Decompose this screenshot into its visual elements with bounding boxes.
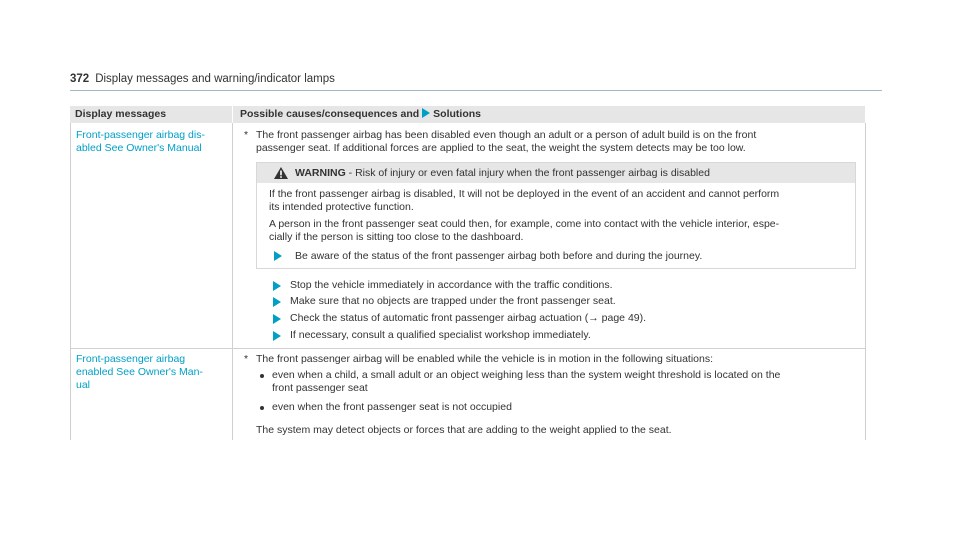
cause-line: passenger seat. If additional forces are applied to the seat, the weight the system detects may be too low. bbox=[256, 142, 746, 154]
message-line: abled See Owner's Manual bbox=[76, 142, 202, 154]
column-header-label: Possible causes/consequences and bbox=[240, 108, 420, 120]
page-section-title: Display messages and warning/indicator lamps bbox=[95, 73, 335, 85]
message-line: enabled See Owner's Man- bbox=[76, 366, 203, 378]
step-arrow-icon bbox=[273, 331, 281, 341]
message-line: Front-passenger airbag bbox=[76, 353, 186, 365]
warning-label: WARNING bbox=[295, 167, 346, 179]
page-number: 372 bbox=[70, 73, 90, 85]
warning-triangle-icon bbox=[274, 167, 288, 179]
column-header-label: Solutions bbox=[433, 108, 482, 120]
bullet-line: front passenger seat bbox=[272, 382, 368, 394]
warning-paragraph-2 bbox=[269, 218, 779, 244]
warning-line: If the front passenger airbag is disabled, It will not be deployed in the event of an accident and cannot perform bbox=[269, 188, 780, 200]
table-left-border bbox=[70, 123, 71, 440]
row-divider bbox=[70, 348, 866, 349]
column-divider bbox=[232, 123, 233, 440]
cause-line: The front passenger airbag has been disabled even though an adult or a person of adult build is on the front bbox=[256, 129, 757, 141]
warning-title bbox=[295, 167, 710, 179]
asterisk: * bbox=[244, 353, 249, 365]
step-arrow-icon bbox=[273, 297, 281, 307]
warning-line: A person in the front passenger seat could then, for example, come into contact with the vehicle interior, espe- bbox=[269, 218, 780, 230]
warning-line: cially if the person is sitting too close to the dashboard. bbox=[269, 231, 524, 243]
cause-text: The front passenger airbag will be enabled while the vehicle is in motion in the following situations: bbox=[256, 353, 714, 365]
step-text: Stop the vehicle immediately in accordance with the traffic conditions. bbox=[290, 279, 613, 291]
display-message-airbag-disabled bbox=[76, 129, 226, 155]
asterisk: * bbox=[244, 129, 249, 141]
column-header-label: Display messages bbox=[75, 108, 167, 120]
step-arrow-icon bbox=[273, 281, 281, 291]
step-arrow-icon bbox=[273, 314, 281, 324]
warning-box bbox=[256, 162, 856, 269]
note-text: The system may detect objects or forces that are adding to the weight applied to the seat. bbox=[256, 424, 672, 436]
warning-step: Be aware of the status of the front passenger airbag both before and during the journey. bbox=[295, 250, 703, 262]
column-header-causes-solutions bbox=[233, 106, 865, 123]
bullet-icon bbox=[260, 374, 264, 378]
display-message-airbag-enabled bbox=[76, 353, 226, 392]
step-arrow-icon bbox=[274, 251, 282, 261]
header-divider bbox=[70, 90, 882, 91]
warning-paragraph-1 bbox=[269, 188, 779, 214]
table-right-border bbox=[865, 123, 866, 440]
solution-arrow-icon bbox=[422, 108, 430, 118]
message-line: Front-passenger airbag dis- bbox=[76, 129, 205, 141]
step-text: If necessary, consult a qualified specialist workshop immediately. bbox=[290, 329, 591, 341]
page-header bbox=[70, 73, 335, 85]
bullet-line: even when a child, a small adult or an object weighing less than the system weight threshold is located on the bbox=[272, 369, 781, 381]
cause-text bbox=[256, 129, 756, 155]
column-header-display-messages bbox=[70, 106, 232, 123]
warning-title-text: - Risk of injury or even fatal injury when the front passenger airbag is disabled bbox=[345, 167, 710, 179]
warning-header bbox=[257, 163, 855, 183]
message-line: ual bbox=[76, 379, 91, 391]
bullet-text bbox=[272, 369, 780, 395]
step-text: Check the status of automatic front passenger airbag actuation (→ page 49). bbox=[290, 312, 647, 324]
bullet-icon bbox=[260, 406, 264, 410]
step-text: Make sure that no objects are trapped under the front passenger seat. bbox=[290, 295, 616, 307]
warning-line: its intended protective function. bbox=[269, 201, 414, 213]
bullet-text: even when the front passenger seat is not occupied bbox=[272, 401, 512, 413]
